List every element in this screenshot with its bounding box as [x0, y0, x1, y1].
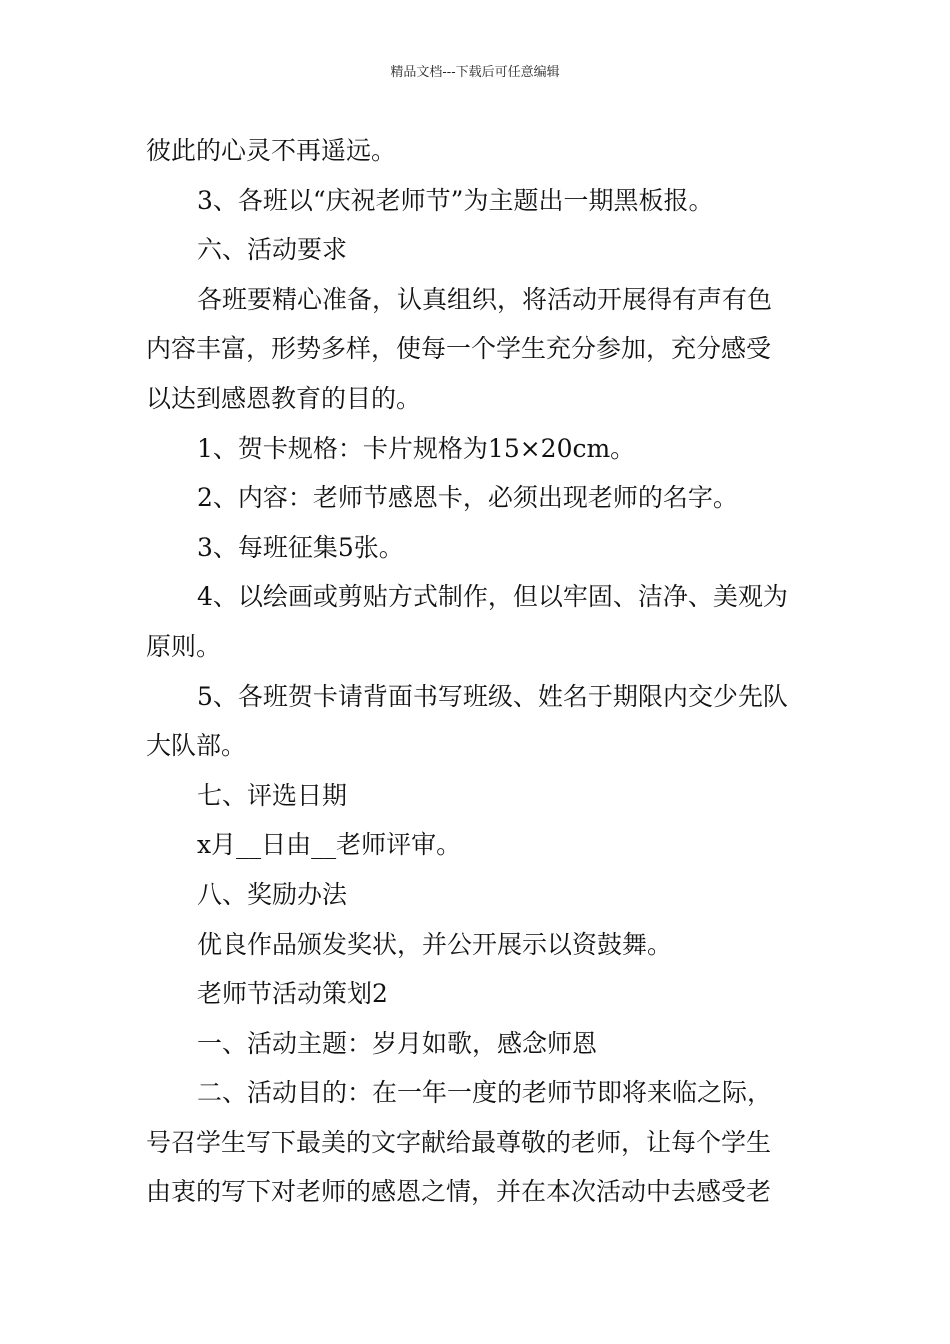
text-line: 以达到感恩教育的目的。: [146, 383, 422, 413]
text-line: 大队部。: [146, 731, 247, 761]
text-line: x月__日由__老师评审。: [197, 830, 462, 860]
section-heading: 一、活动主题：岁月如歌，感念师恩: [197, 1028, 598, 1058]
text-line: 5、各班贺卡请背面书写班级、姓名于期限内交少先队: [197, 681, 788, 711]
text-line: 2、内容：老师节感恩卡，必须出现老师的名字。: [197, 483, 738, 513]
text-line: 4、以绘画或剪贴方式制作，但以牢固、洁净、美观为: [197, 582, 788, 612]
document-title: 老师节活动策划2: [197, 979, 388, 1009]
text-line: 内容丰富，形势多样，使每一个学生充分参加，充分感受: [146, 334, 772, 364]
text-line: 3、各班以“庆祝老师节”为主题出一期黑板报。: [197, 185, 714, 215]
page-header: 精品文档---下载后可任意编辑: [390, 65, 560, 80]
text-line: 由衷的写下对老师的感恩之情，并在本次活动中去感受老: [146, 1177, 772, 1207]
text-line: 二、活动目的：在一年一度的老师节即将来临之际，: [197, 1078, 773, 1108]
text-line: 3、每班征集5张。: [197, 532, 404, 562]
section-heading: 六、活动要求: [197, 235, 348, 265]
text-line: 原则。: [146, 631, 222, 661]
text-line: 彼此的心灵不再遥远。: [146, 136, 397, 165]
text-line: 1、贺卡规格：卡片规格为15×20cm。: [197, 433, 636, 463]
text-line: 各班要精心准备，认真组织，将活动开展得有声有色: [197, 284, 773, 314]
section-heading: 七、评选日期: [197, 780, 348, 810]
section-heading: 八、奖励办法: [197, 879, 348, 909]
text-line: 号召学生写下最美的文字献给最尊敬的老师，让每个学生: [146, 1127, 772, 1157]
text-line: 优良作品颁发奖状，并公开展示以资鼓舞。: [197, 929, 673, 959]
document-body: [146, 126, 810, 1217]
